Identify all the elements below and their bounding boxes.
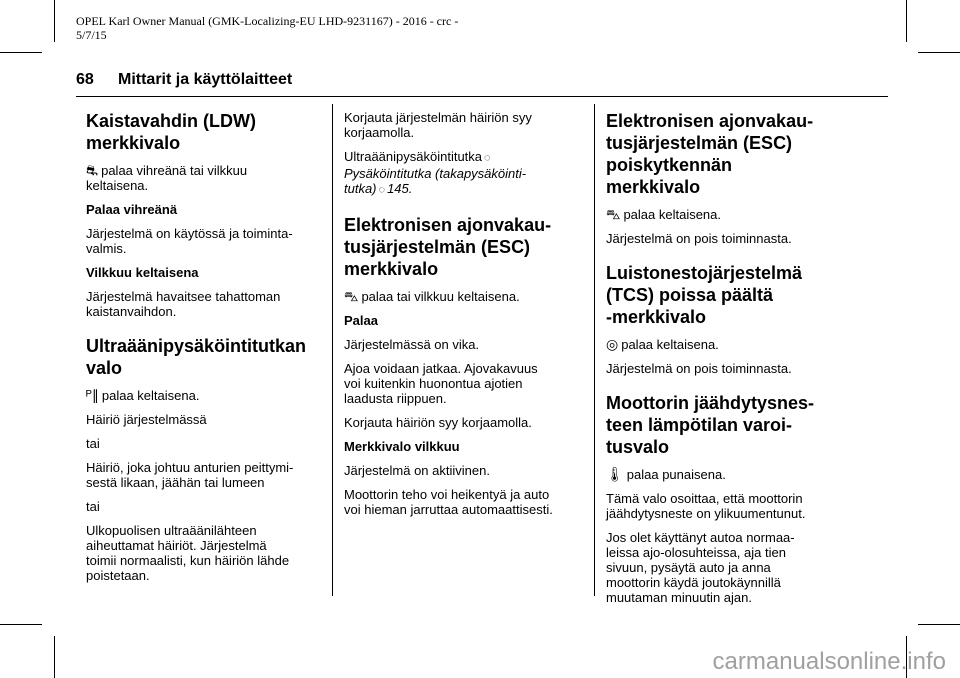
heading-line: merkkivalo — [86, 133, 181, 153]
doc-header-date: 5/7/15 — [76, 28, 107, 42]
esc-intro — [344, 289, 584, 304]
lane-departure-warning-icon: ⛐ — [86, 162, 99, 178]
text-line: Jos olet käyttänyt autoa normaa- — [606, 530, 795, 545]
text-line: moottorin käydä joutokäynnillä — [606, 575, 781, 590]
crop-mark — [906, 0, 907, 42]
parking-intro — [86, 388, 326, 403]
text-line: toimii normaalisti, kun häiriön lähde — [86, 553, 290, 568]
paragraph: Järjestelmässä on vika. — [344, 337, 480, 352]
heading-line: Kaistavahdin (LDW) — [86, 111, 257, 131]
esc-icon: ⛍ — [344, 288, 359, 304]
text-line: poistetaan. — [86, 568, 150, 583]
coolant-temperature-icon: 🌡 — [606, 466, 624, 482]
heading-line: tusjärjestelmän (ESC) — [606, 133, 793, 153]
crop-mark — [918, 52, 960, 53]
crop-mark — [54, 0, 55, 42]
heading-line: Luistonestojärjestelmä — [606, 263, 803, 283]
text-line: palaa tai vilkkuu keltaisena. — [361, 289, 520, 304]
coolant-heading — [606, 392, 844, 458]
paragraph — [86, 523, 326, 583]
heading-line: Elektronisen ajonvakau- — [344, 215, 552, 235]
text-line: Ultraäänipysäköintitutka — [344, 149, 483, 164]
running-head — [76, 70, 292, 90]
paragraph: Järjestelmä on pois toiminnasta. — [606, 231, 792, 246]
paragraph: Korjauta häiriön syy korjaamolla. — [344, 415, 532, 430]
heading-line: valo — [86, 358, 123, 378]
text-line: tutka) — [344, 181, 377, 196]
subheading: Palaa vihreänä — [86, 202, 178, 217]
tcs-off-icon: ◎ — [606, 336, 619, 352]
text-line: voi hieman jarruttaa automaattisesti. — [344, 502, 553, 517]
cross-reference[interactable] — [344, 149, 584, 198]
esc-off-intro — [606, 207, 844, 222]
text-line: Ajoa voidaan jatkaa. Ajovakavuus — [344, 361, 538, 376]
text-line: korjaamolla. — [344, 125, 415, 140]
text-line: jäähdytysneste on ylikuumentunut. — [606, 506, 806, 521]
paragraph — [86, 289, 326, 319]
text-line: palaa keltaisena. — [623, 207, 722, 222]
watermark: carmanualsonline.info — [712, 648, 946, 675]
text-line: laadusta riippuen. — [344, 391, 447, 406]
column-divider — [594, 104, 595, 596]
paragraph: tai — [86, 436, 100, 451]
text-line: Moottorin teho voi heikentyä ja auto — [344, 487, 550, 502]
page-reference-icon: ◌ — [378, 184, 386, 196]
text-line: sivuun, pysäytä auto ja anna — [606, 560, 771, 575]
paragraph — [344, 361, 584, 406]
crop-mark — [0, 624, 42, 625]
ldw-intro — [86, 163, 326, 193]
subheading: Merkkivalo vilkkuu — [344, 439, 460, 454]
header-rule — [76, 96, 888, 97]
column-2 — [344, 110, 584, 526]
esc-off-heading — [606, 110, 844, 198]
text-line: keltaisena. — [86, 178, 149, 193]
text-line: kaistanvaihdon. — [86, 304, 177, 319]
heading-line: poiskytkennän — [606, 155, 733, 175]
heading-line: tusjärjestelmän (ESC) — [344, 237, 531, 257]
document-header — [76, 14, 576, 42]
text-line: aiheuttamat häiriöt. Järjestelmä — [86, 538, 267, 553]
paragraph: Järjestelmä on pois toiminnasta. — [606, 361, 792, 376]
tcs-intro — [606, 337, 844, 352]
text-line: sestä likaan, jäähän tai lumeen — [86, 475, 265, 490]
paragraph: tai — [86, 499, 100, 514]
heading-line: (TCS) poissa päältä — [606, 285, 774, 305]
paragraph: Järjestelmä on aktiivinen. — [344, 463, 490, 478]
page-reference-icon: ◌ — [484, 152, 491, 164]
text-line: palaa vihreänä tai vilkkuu — [101, 163, 248, 178]
text-line: voi kuitenkin huonontua ajotien — [344, 376, 523, 391]
text-line: palaa keltaisena. — [101, 388, 200, 403]
paragraph — [86, 226, 326, 256]
parking-sensor-icon: ᴾ∥ — [86, 387, 99, 403]
heading-line: merkkivalo — [606, 177, 701, 197]
heading-line: teen lämpötilan varoi- — [606, 415, 793, 435]
text-line: Pysäköintitutka (takapysäköinti- — [344, 166, 527, 181]
paragraph — [606, 530, 844, 605]
page-reference[interactable]: 145. — [387, 181, 413, 196]
paragraph — [344, 487, 584, 517]
text-line: leissa ajo-olosuhteissa, aja tien — [606, 545, 786, 560]
column-divider — [332, 104, 333, 596]
text-line: Ulkopuolisen ultraäänilähteen — [86, 523, 257, 538]
section-title: Mittarit ja käyttölaitteet — [118, 71, 293, 88]
column-1 — [86, 110, 326, 592]
tcs-heading — [606, 262, 844, 328]
heading-line: merkkivalo — [344, 259, 439, 279]
text-line: palaa keltaisena. — [621, 337, 719, 352]
paragraph: Häiriö järjestelmässä — [86, 412, 207, 427]
text-line: Tämä valo osoittaa, että moottorin — [606, 491, 803, 506]
heading-line: tusvalo — [606, 437, 670, 457]
page-number: 68 — [76, 71, 94, 88]
text-line: Järjestelmä on käytössä ja toiminta- — [86, 226, 293, 241]
text-line: Järjestelmä havaitsee tahattoman — [86, 289, 281, 304]
crop-mark — [0, 52, 42, 53]
column-3 — [606, 110, 844, 614]
crop-mark — [54, 636, 55, 678]
ldw-heading — [86, 110, 326, 154]
subheading: Palaa — [344, 313, 378, 328]
text-line: muutaman minuutin ajan. — [606, 590, 752, 605]
paragraph — [344, 110, 584, 140]
esc-off-icon: ⛍ — [606, 206, 621, 222]
heading-line: -merkkivalo — [606, 307, 707, 327]
subheading: Vilkkuu keltaisena — [86, 265, 199, 280]
heading-line: Moottorin jäähdytysnes- — [606, 393, 815, 413]
doc-header-line: OPEL Karl Owner Manual (GMK-Localizing-EU LHD-9231167) - 2016 - crc - — [76, 14, 459, 28]
text-line: valmis. — [86, 241, 127, 256]
paragraph — [86, 460, 326, 490]
text-line: Korjauta järjestelmän häiriön syy — [344, 110, 532, 125]
text-line: Häiriö, joka johtuu anturien peittymi- — [86, 460, 294, 475]
esc-heading — [344, 214, 584, 280]
parking-heading — [86, 335, 326, 379]
paragraph — [606, 491, 844, 521]
text-line: palaa punaisena. — [626, 467, 726, 482]
coolant-intro — [606, 467, 844, 482]
heading-line: Ultraäänipysäköintitutkan — [86, 336, 307, 356]
crop-mark — [918, 624, 960, 625]
heading-line: Elektronisen ajonvakau- — [606, 111, 814, 131]
